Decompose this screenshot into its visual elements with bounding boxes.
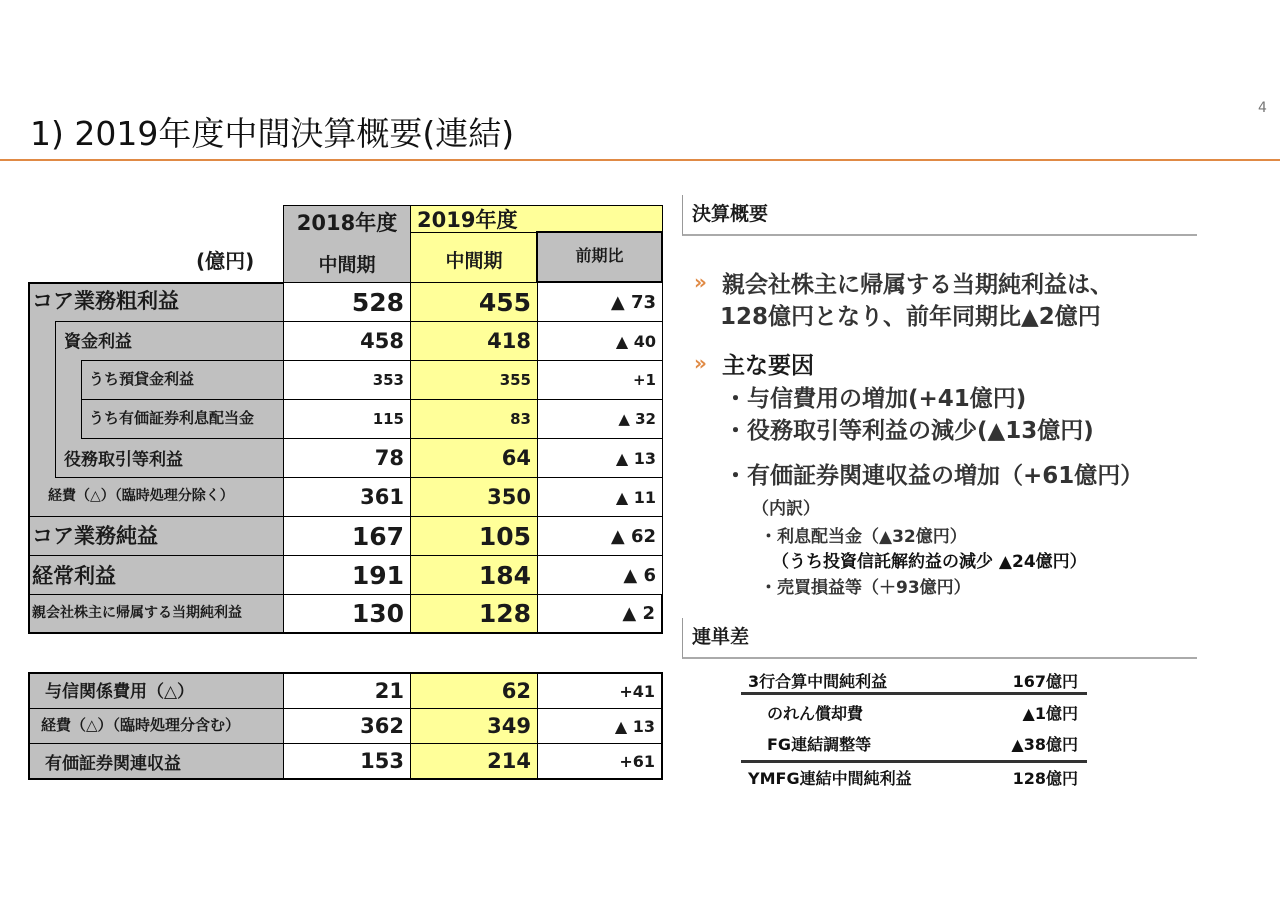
header-diff-cell [536, 231, 663, 283]
cell-2019: 418 [410, 321, 538, 361]
row-label: 資金利益 [64, 332, 132, 352]
cell-diff: +1 [537, 360, 663, 400]
sub-cell-2019: 214 [410, 743, 538, 780]
cell-2019: 455 [410, 282, 538, 322]
cell-diff: ▲ 62 [537, 516, 663, 556]
cell-diff: ▲ 13 [537, 438, 663, 478]
header-2018-year: 2018年度 [296, 211, 398, 235]
row-divider [28, 708, 284, 709]
factor-item: ・与信費用の増加(+41億円) [724, 386, 1027, 412]
header-2019-year-cell [410, 205, 663, 233]
cell-2018: 353 [283, 360, 411, 400]
cell-2018: 361 [283, 477, 411, 517]
sub-row-label: 経費（△）（臨時処理分含む） [41, 716, 241, 734]
cell-2019: 350 [410, 477, 538, 517]
header-2019-year: 2019年度 [417, 208, 518, 232]
header-2019-period: 中間期 [445, 250, 503, 272]
factor-item: ・有価証券関連収益の増加（+61億円） [724, 463, 1144, 489]
sub-cell-diff: +41 [537, 672, 663, 709]
breakdown-item: ・売買損益等（＋93億円） [760, 578, 971, 598]
factor-item: ・役務取引等利益の減少(▲13億円) [724, 418, 1094, 444]
cell-2019: 355 [410, 360, 538, 400]
double-chevron-icon: » [694, 270, 707, 294]
consolidation-value: ▲38億円 [1011, 735, 1078, 754]
sub-cell-2018: 153 [283, 743, 411, 780]
sub-cell-diff: +61 [537, 743, 663, 780]
row-label: うち有価証券利息配当金 [89, 409, 255, 427]
breakdown-item: （うち投資信託解約益の減少 ▲24億円） [772, 552, 1087, 572]
row-label: コア業務粗利益 [32, 289, 179, 313]
sub-cell-2018: 21 [283, 672, 411, 709]
row-divider [28, 743, 284, 744]
consolidation-label: のれん償却費 [767, 704, 864, 723]
factors-heading: 主な要因 [722, 353, 814, 379]
consolidation-label: YMFG連結中間純利益 [748, 769, 912, 788]
cell-2019: 83 [410, 399, 538, 439]
sub-cell-2019: 349 [410, 708, 538, 744]
row-label: 役務取引等利益 [64, 450, 183, 470]
header-2018-period: 中間期 [318, 254, 376, 276]
row-divider [28, 555, 284, 556]
cell-diff: ▲ 32 [537, 399, 663, 439]
row-label: コア業務純益 [32, 524, 158, 548]
consolidation-label: 3行合算中間純利益 [748, 672, 888, 691]
sub-row-label: 与信関係費用（△） [45, 682, 195, 702]
cell-diff: ▲ 6 [537, 555, 663, 595]
divider-line [741, 692, 1087, 695]
header-2019-period-cell [410, 232, 538, 283]
title-divider [0, 159, 1280, 161]
cell-2019: 105 [410, 516, 538, 556]
sub-row-label: 有価証券関連収益 [45, 754, 181, 774]
cell-2018: 115 [283, 399, 411, 439]
sub-cell-diff: ▲ 13 [537, 708, 663, 744]
cell-2019: 64 [410, 438, 538, 478]
consolidation-heading: 連単差 [692, 626, 750, 648]
consolidation-value: 167億円 [1012, 672, 1078, 691]
cell-2018: 130 [283, 594, 411, 634]
consolidation-heading-box [682, 618, 1197, 659]
row-label: 経常利益 [32, 564, 116, 588]
summary-point-line1: 親会社株主に帰属する当期純利益は、 [722, 272, 1113, 298]
cell-diff: ▲ 73 [537, 282, 663, 322]
cell-2019: 128 [410, 594, 538, 634]
row-divider [81, 399, 284, 400]
page-number: 4 [1258, 100, 1267, 116]
cell-diff: ▲ 11 [537, 477, 663, 517]
double-chevron-icon: » [694, 351, 707, 375]
consolidation-value: ▲1億円 [1022, 704, 1078, 723]
breakdown-label: （内訳） [752, 499, 820, 519]
consolidation-label: FG連結調整等 [767, 735, 872, 754]
unit-label: (億円) [196, 249, 255, 273]
summary-heading-box [682, 195, 1197, 236]
row-label: うち預貸金利益 [89, 370, 195, 388]
cell-diff: ▲ 40 [537, 321, 663, 361]
cell-2018: 167 [283, 516, 411, 556]
row-divider [28, 516, 284, 517]
cell-2018: 458 [283, 321, 411, 361]
cell-2019: 184 [410, 555, 538, 595]
consolidation-value: 128億円 [1012, 769, 1078, 788]
divider-line [741, 760, 1087, 763]
summary-point-line2: 128億円となり、前年同期比▲2億円 [720, 304, 1101, 330]
cell-2018: 78 [283, 438, 411, 478]
cell-2018: 528 [283, 282, 411, 322]
cell-diff: ▲ 2 [537, 594, 663, 634]
breakdown-item: ・利息配当金（▲32億円） [760, 527, 967, 547]
sub-cell-2018: 362 [283, 708, 411, 744]
summary-heading: 決算概要 [692, 203, 769, 225]
page-title: 1) 2019年度中間決算概要(連結) [30, 114, 515, 153]
header-diff: 前期比 [575, 246, 624, 265]
row-divider [28, 594, 284, 595]
cell-2018: 191 [283, 555, 411, 595]
header-2018 [283, 205, 411, 283]
row-label: 経費（△）（臨時処理分除く） [48, 488, 234, 504]
sub-cell-2019: 62 [410, 672, 538, 709]
row-label: 親会社株主に帰属する当期純利益 [32, 605, 242, 621]
